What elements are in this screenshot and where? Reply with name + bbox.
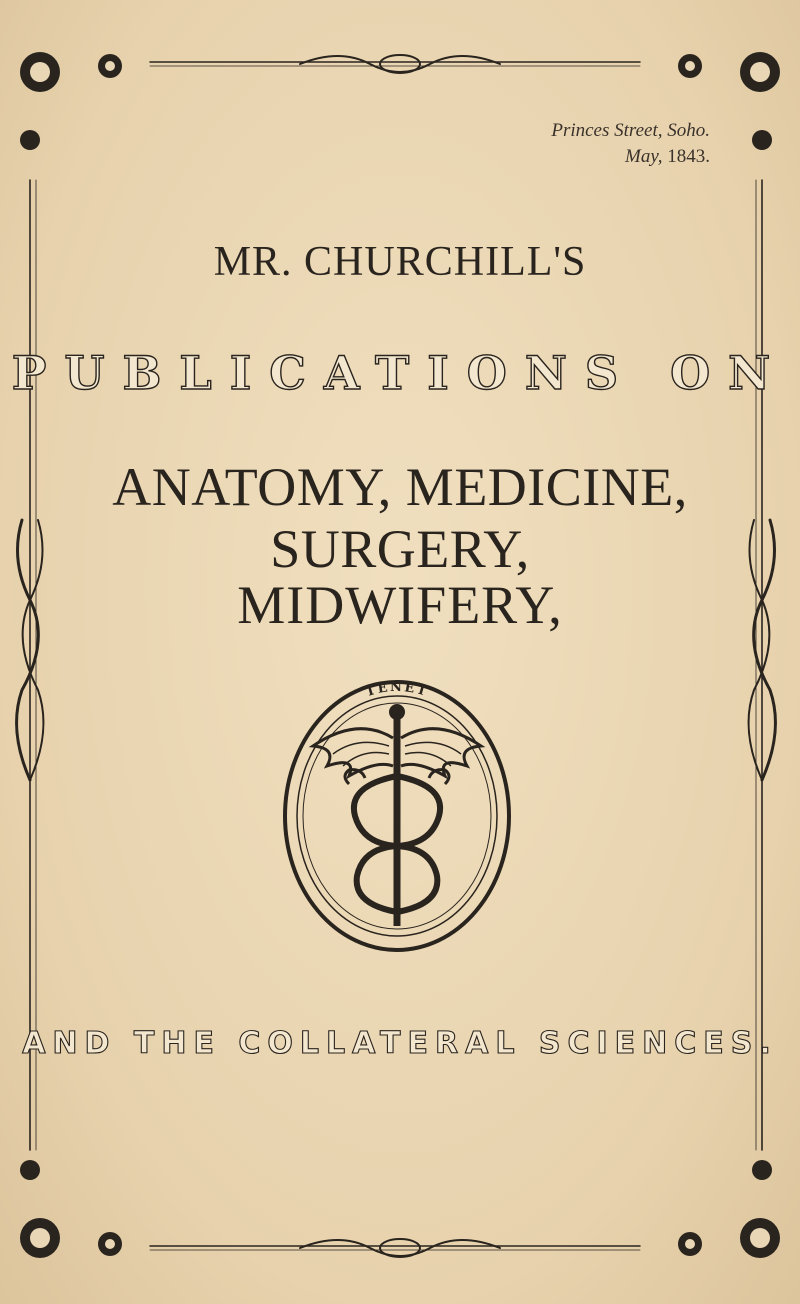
title-line-3: ANATOMY, MEDICINE, SURGERY,: [112, 457, 688, 579]
svg-text:TENET: [364, 680, 430, 700]
street-line: Princes Street, Soho.: [551, 120, 710, 141]
publisher-address: [551, 118, 710, 170]
caduceus-emblem-icon: [277, 676, 517, 966]
title-line-4: MIDWIFERY,: [237, 575, 563, 635]
title-line-1: MR. CHURCHILL'S: [213, 239, 587, 285]
date-month: May,: [625, 146, 663, 167]
date-year: 1843.: [667, 146, 710, 167]
title-line-5: AND THE COLLATERAL SCIENCES.: [22, 1026, 778, 1061]
date-line: [551, 144, 710, 170]
emblem-motto: TENET: [363, 680, 431, 701]
title-line-2: PUBLICATIONS ON: [11, 346, 789, 400]
